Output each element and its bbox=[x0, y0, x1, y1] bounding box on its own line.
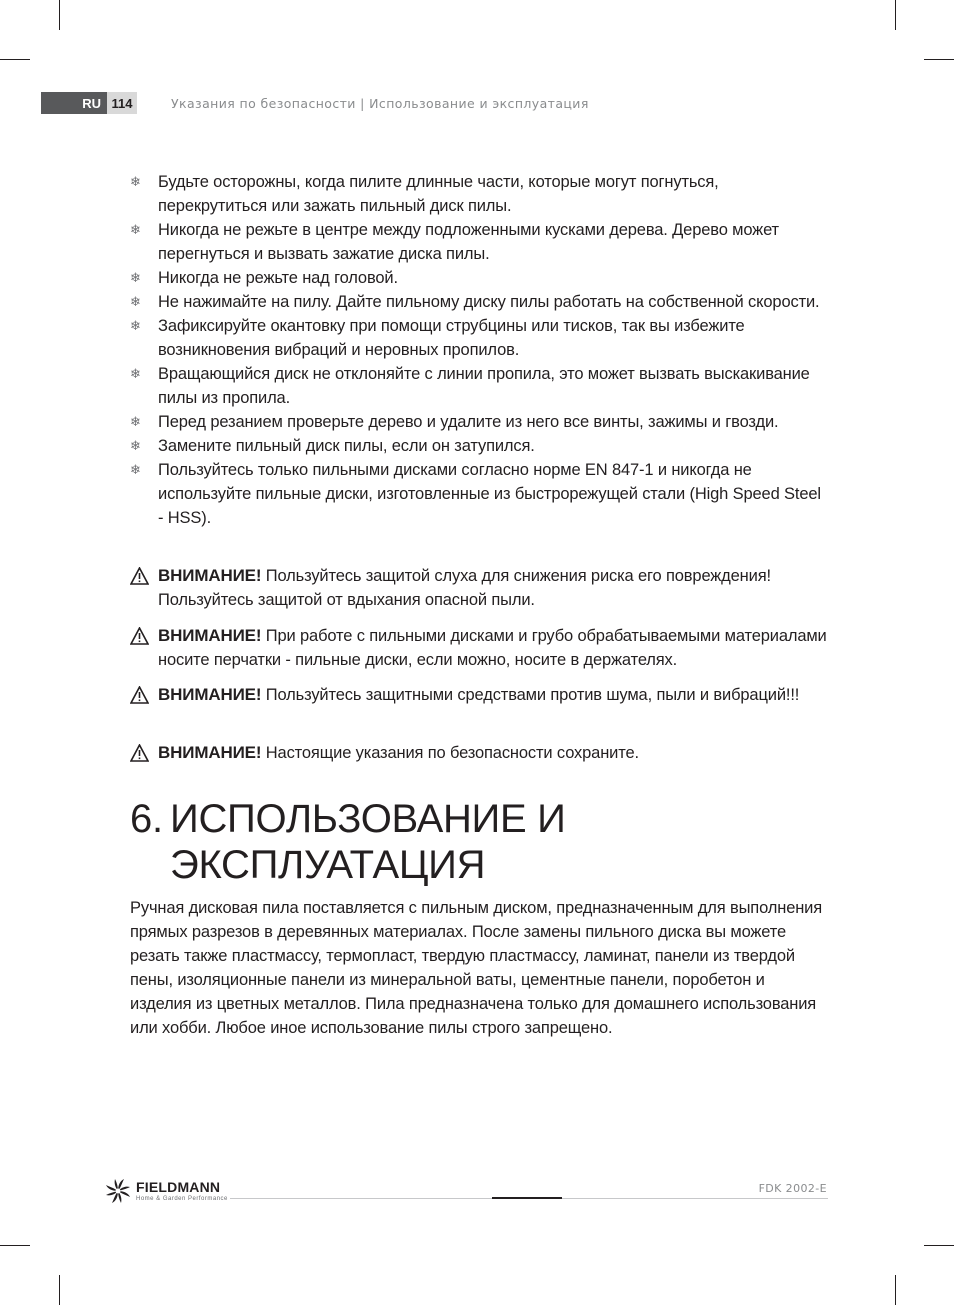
safety-bullet-list bbox=[130, 170, 830, 530]
snowflake-bullet-icon: ❄ bbox=[130, 318, 141, 333]
list-item-text: Пользуйтесь только пильными дисками согласно норме EN 847-1 и никогда не используйте пильные диски, изготовленные из быстрорежущей стали (High Speed Steel - HSS). bbox=[158, 461, 821, 527]
warning-text: При работе с пильными дисками и грубо обрабатываемыми материалами носите перчатки - пильные диски, если можно, носите в держателях. bbox=[158, 627, 827, 669]
warning-block bbox=[130, 683, 830, 707]
crop-mark bbox=[59, 0, 60, 30]
warning-triangle-icon bbox=[130, 567, 149, 585]
crop-mark bbox=[0, 59, 30, 60]
fieldmann-swirl-logo bbox=[104, 1177, 132, 1205]
brand-text bbox=[136, 1180, 228, 1203]
list-item-text: Замените пильный диск пилы, если он затупился. bbox=[158, 437, 535, 455]
list-item bbox=[130, 314, 830, 362]
header-title: Указания по безопасности | Использование и эксплуатация bbox=[171, 96, 589, 111]
page-number: 114 bbox=[107, 92, 137, 114]
list-item-text: Не нажимайте на пилу. Дайте пильному диску пилы работать на собственной скорости. bbox=[158, 293, 820, 311]
crop-mark bbox=[895, 0, 896, 30]
warning-label: ВНИМАНИЕ! bbox=[158, 626, 262, 645]
snowflake-bullet-icon: ❄ bbox=[130, 462, 141, 477]
warning-label: ВНИМАНИЕ! bbox=[158, 743, 262, 762]
list-item bbox=[130, 362, 830, 410]
warning-triangle-icon bbox=[130, 686, 149, 704]
warning-text: Настоящие указания по безопасности сохраните. bbox=[261, 744, 639, 762]
section-paragraph: Ручная дисковая пила поставляется с пильным диском, предназначенным для выполнения прямых разрезов в деревянных материалах. После замены пильного диска вы можете резать также пластмассу, термопласт, твердую пластмассу, ламинат, панели из твердой пены, изоляционные панели из минеральной ваты, цементные панели, поробетон и изделия из цветных металлов. Пила предназначена только для домашнего использования или хобби. Любое иное использование пилы строго запрещено. bbox=[130, 899, 823, 1037]
warning-triangle-icon bbox=[130, 744, 149, 762]
brand-tagline: Home & Garden Performance bbox=[136, 1195, 228, 1202]
list-item bbox=[130, 434, 830, 458]
section-title-line1: ИСПОЛЬЗОВАНИЕ И bbox=[170, 797, 566, 841]
model-number: FDK 2002-E bbox=[758, 1182, 827, 1195]
crop-mark bbox=[0, 1245, 30, 1246]
section-title-line2: ЭКСПЛУАТАЦИЯ bbox=[170, 843, 486, 887]
list-item-text: Никогда не режьте в центре между подложенными кусками дерева. Дерево может перегнуться и вызвать зажатие диска пилы. bbox=[158, 221, 779, 263]
warning-text: Пользуйтесь защитными средствами против шума, пыли и вибраций!!! bbox=[261, 686, 800, 704]
list-item-text: Никогда не режьте над головой. bbox=[158, 269, 398, 287]
snowflake-bullet-icon: ❄ bbox=[130, 222, 141, 237]
snowflake-bullet-icon: ❄ bbox=[130, 438, 141, 453]
warning-label: ВНИМАНИЕ! bbox=[158, 566, 262, 585]
brand-name: FIELDMANN bbox=[136, 1178, 221, 1195]
brand-logo bbox=[104, 1177, 228, 1205]
language-badge: RU bbox=[41, 92, 107, 114]
snowflake-bullet-icon: ❄ bbox=[130, 294, 141, 309]
warning-block bbox=[130, 741, 830, 765]
snowflake-bullet-icon: ❄ bbox=[130, 366, 141, 381]
warning-block bbox=[130, 624, 830, 672]
snowflake-bullet-icon: ❄ bbox=[130, 174, 141, 189]
list-item bbox=[130, 170, 830, 218]
snowflake-bullet-icon: ❄ bbox=[130, 414, 141, 429]
crop-mark bbox=[895, 1275, 896, 1305]
crop-mark bbox=[924, 59, 954, 60]
section-heading bbox=[130, 796, 566, 888]
list-item-text: Перед резанием проверьте дерево и удалите из него все винты, зажимы и гвозди. bbox=[158, 413, 779, 431]
list-item-text: Вращающийся диск не отклоняйте с линии пропила, это может вызвать выскакивание пилы из пропила. bbox=[158, 365, 810, 407]
list-item bbox=[130, 458, 830, 530]
warning-text: Пользуйтесь защитой слуха для снижения риска его повреждения! Пользуйтесь защитой от вдыхания опасной пыли. bbox=[158, 567, 771, 609]
list-item bbox=[130, 266, 830, 290]
warning-label: ВНИМАНИЕ! bbox=[158, 685, 262, 704]
warning-triangle-icon bbox=[130, 627, 149, 645]
list-item-text: Будьте осторожны, когда пилите длинные части, которые могут погнуться, перекрутиться или зажать пильный диск пилы. bbox=[158, 173, 719, 215]
crop-mark bbox=[924, 1245, 954, 1246]
list-item-text: Зафиксируйте окантовку при помощи струбцины или тисков, так вы избежите возникновения вибраций и неровных пропилов. bbox=[158, 317, 745, 359]
list-item bbox=[130, 290, 830, 314]
footer-divider-accent bbox=[492, 1197, 562, 1199]
list-item bbox=[130, 410, 830, 434]
list-item bbox=[130, 218, 830, 266]
snowflake-bullet-icon: ❄ bbox=[130, 270, 141, 285]
crop-mark bbox=[59, 1275, 60, 1305]
page-header bbox=[41, 92, 137, 114]
section-number: 6. bbox=[130, 797, 163, 841]
warning-block bbox=[130, 564, 830, 612]
